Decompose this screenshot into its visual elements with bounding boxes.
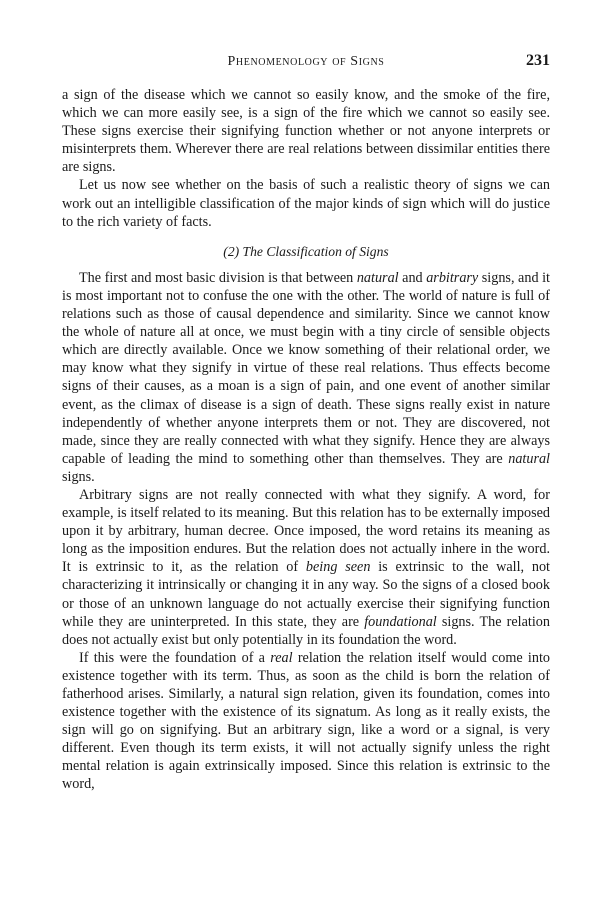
paragraph-3-text: and xyxy=(398,269,427,286)
paragraph-5 xyxy=(62,649,550,794)
paragraph-5-text: relation the relation itself would come into existence together with its term. Thus, as soon as the child is born the relation of fatherhood arises. Similarly, a natural sign relation, given its foundation, comes into existence together with the existence of its signatum. As long as it really exists, the sign will go on signifying. But an arbitrary sign, like a word or a signal, is very different. Even though its term exists, it will not actually signify unless the right mental relation is again extrinsically imposed. Since this relation is extrinsic to the word, xyxy=(62,649,550,793)
paragraph-3 xyxy=(62,269,550,486)
emphasis-being-seen: being seen xyxy=(305,559,371,576)
paragraph-5-text: If this were the foundation of a xyxy=(79,649,271,666)
paragraph-3-text: The first and most basic division is that between xyxy=(79,269,357,286)
paragraph-1: a sign of the disease which we cannot so easily know, and the smoke of the fire, which we can more easily see, is a sign of the fire which we cannot so easily see. These signs exercise their signifying function whether or not anyone interprets or misinterprets them. Wherever there are real relations between dissimilar entities there are signs. xyxy=(62,87,550,176)
emphasis-arbitrary: arbitrary xyxy=(426,269,479,286)
paragraph-3-text: signs, and it is most important not to confuse the one with the other. The world of nature is full of relations such as those of causal dependence and similarity. Since we cannot know the whole of nature all at once, we must begin with a tiny circle of sensible objects which are directly available. Once we know something of their relational order, we may know what they signify in virtue of these real relations. Thus effects become signs of their causes, as a moan is a sign of pain, and one event of another similar event, as the climax of disease is a sign of death. These signs really exist in nature independently of whether anyone interprets them or not. They are discovered, not made, since they are really connected with what they signify. Hence they are always capable of leading the mind to something other than themselves. They are xyxy=(62,269,550,467)
page-header xyxy=(62,54,550,76)
paragraph-3-text: signs. xyxy=(62,468,95,485)
paragraph-4-text: Arbitrary signs are not really connected with what they signify. A word, for example, is itself related to its meaning. But this relation has to be externally imposed upon it by arbitrary, human decree. Once imposed, the word retains its meaning as long as the imposition endures. But the relation does not actually inhere in the word. It is extrinsic to it, as the relation of xyxy=(62,486,550,576)
running-head: Phenomenology of Signs xyxy=(227,54,385,69)
emphasis-natural: natural xyxy=(356,269,399,286)
paragraph-4-text: signs. The relation does not actually exist but only potentially in its foundation the word. xyxy=(62,613,550,648)
paragraph-2: Let us now see whether on the basis of such a realistic theory of signs we can work out an intelligible classification of the major kinds of sign which will do justice to the rich variety of facts. xyxy=(62,177,550,230)
body-text xyxy=(62,86,550,794)
paragraph-4-text: is extrinsic to the wall, not characterizing it intrinsically or changing it in any way. So the signs of a closed book or those of an unknown language do not actually exercise their signifying function while they are uninterpreted. In this state, they are xyxy=(62,559,550,630)
page-number: 231 xyxy=(526,52,550,69)
emphasis-natural: natural xyxy=(508,450,550,467)
section-heading: (2) The Classification of Signs xyxy=(223,243,389,259)
paragraph-4 xyxy=(62,486,550,649)
emphasis-foundational: foundational xyxy=(364,613,437,630)
emphasis-real: real xyxy=(270,649,293,666)
